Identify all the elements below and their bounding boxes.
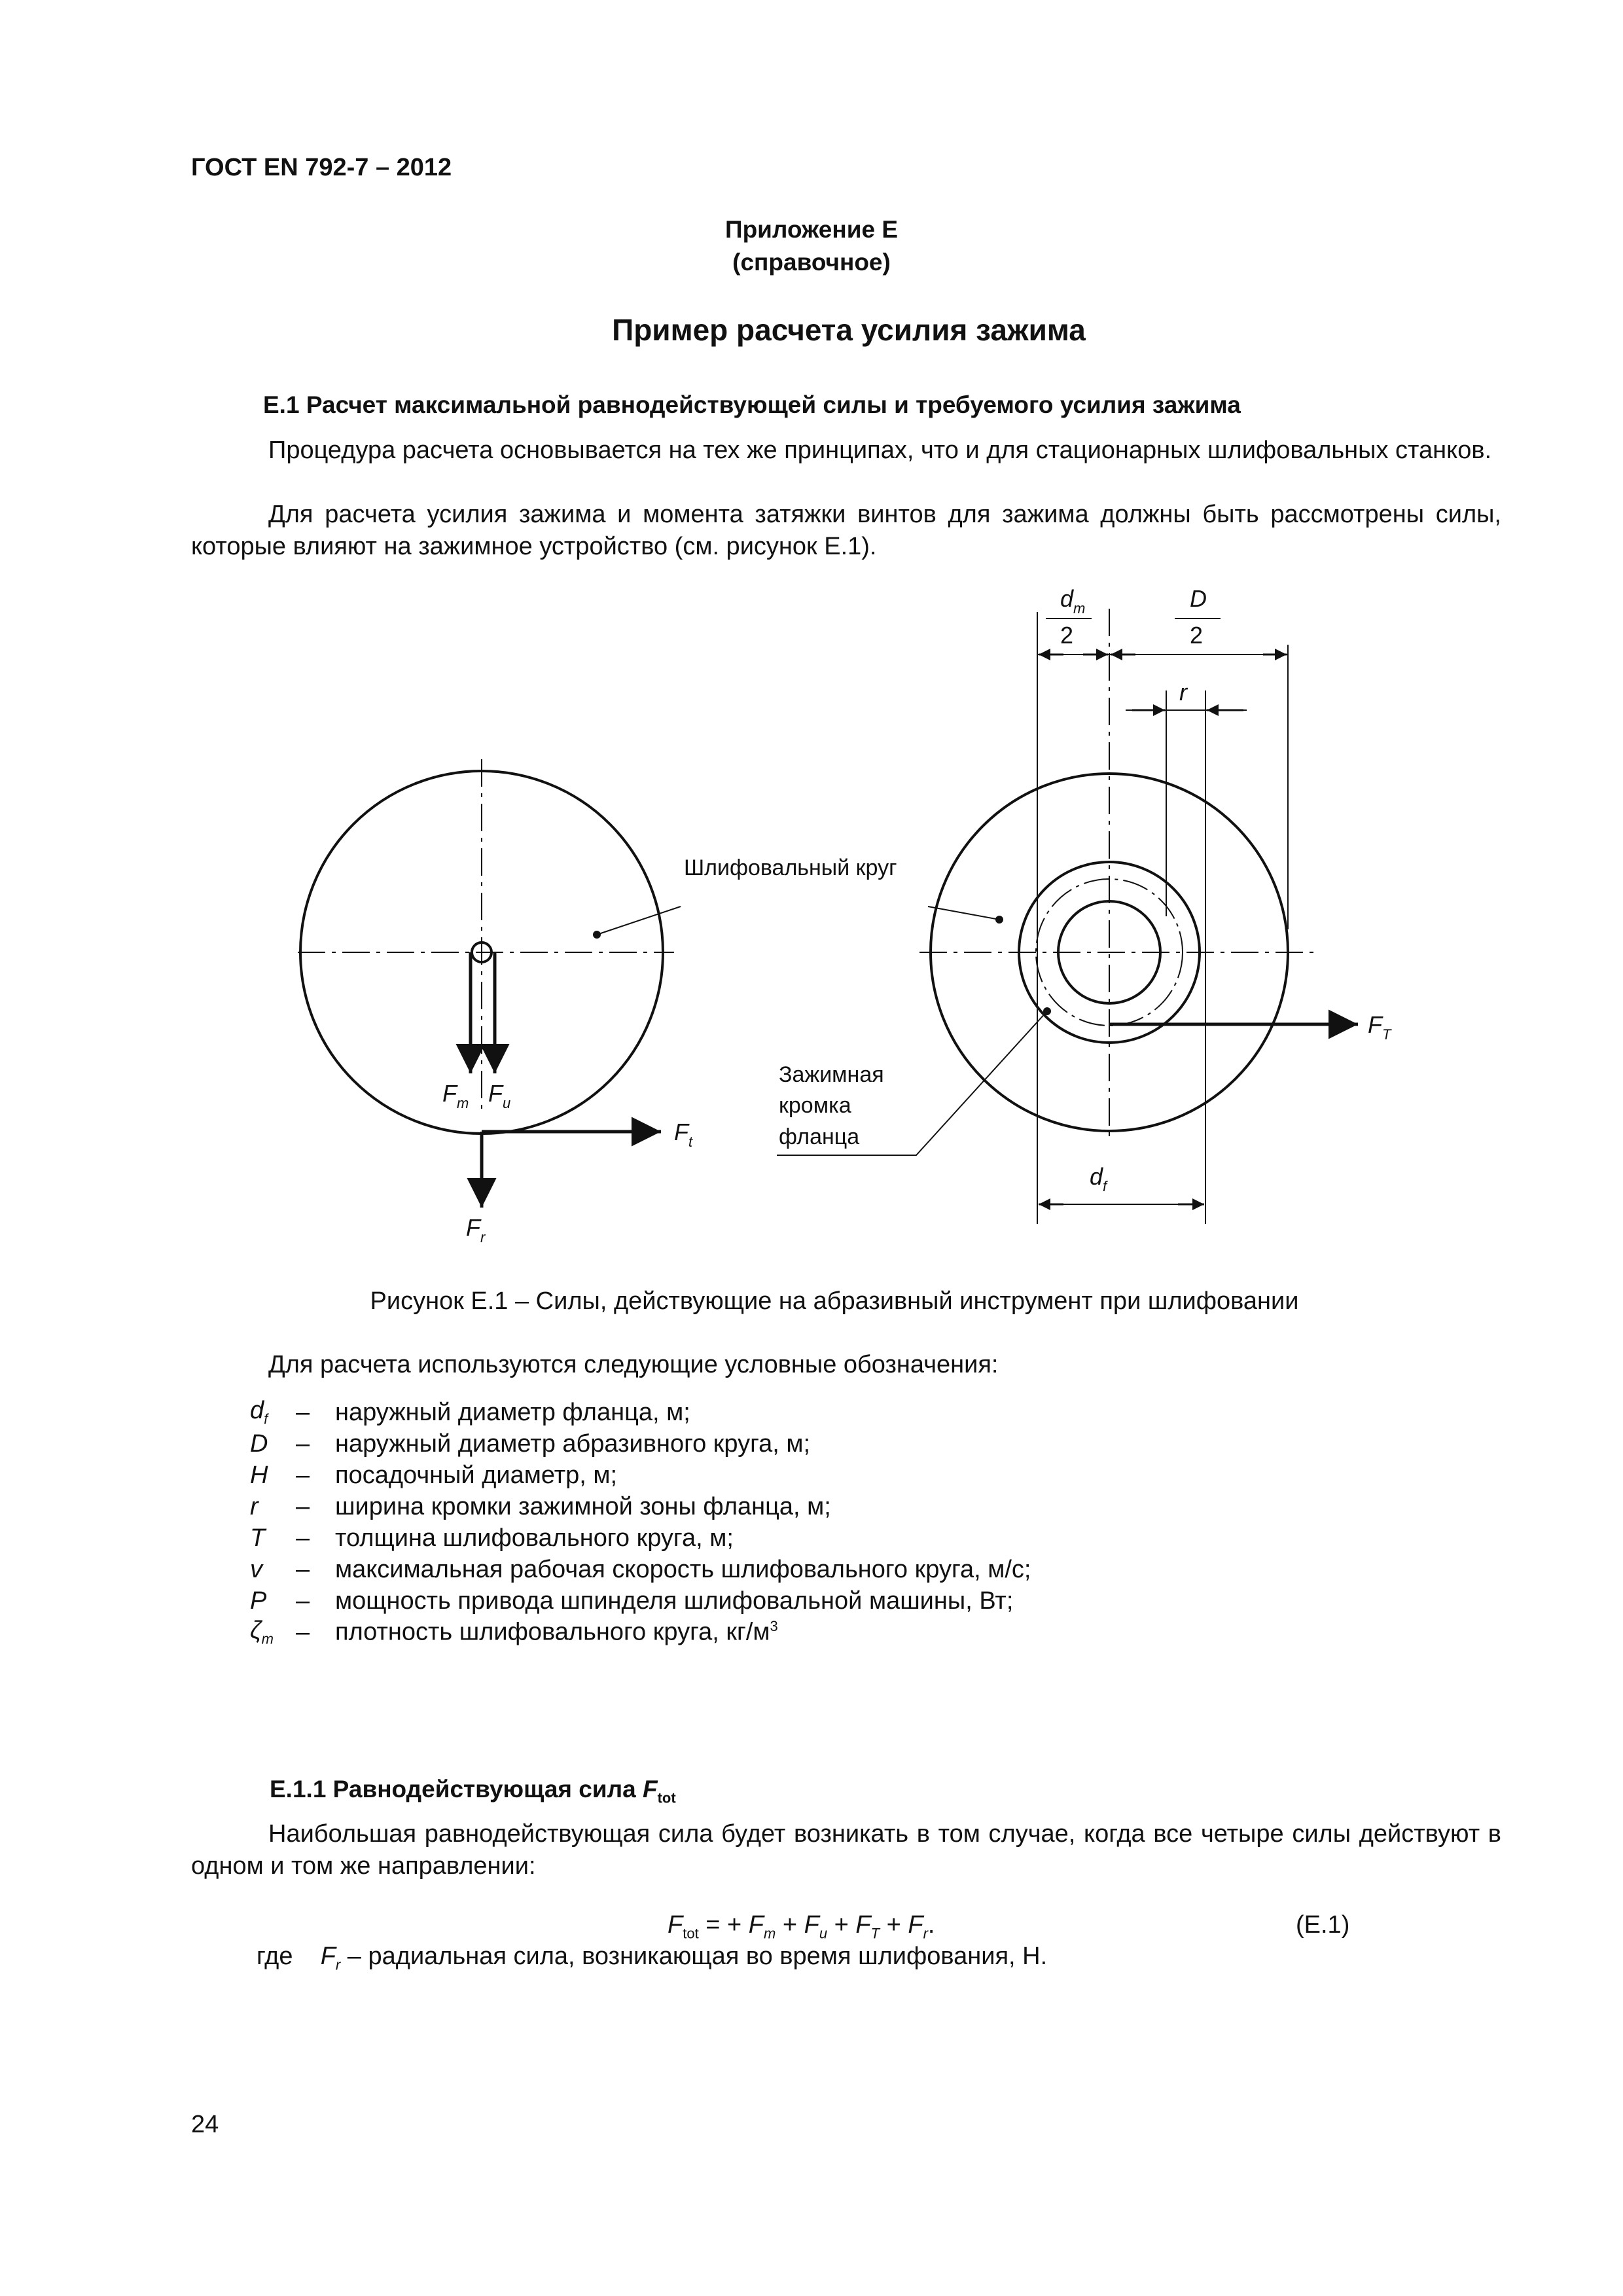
legend-item: $d_f$ – наружный диаметр фланца, м; bbox=[250, 1397, 690, 1427]
svg-text:Fm: $F_m$ bbox=[442, 1080, 469, 1111]
standard-designation: ГОСТ EN 792-7 – 2012 bbox=[191, 154, 452, 181]
page-title: Пример расчета усилия зажима bbox=[612, 313, 1086, 347]
legend-item: H – посадочный диаметр, м; bbox=[250, 1461, 618, 1489]
label-D: D bbox=[1190, 585, 1207, 612]
label-fT: F bbox=[1368, 1011, 1382, 1038]
paragraph-2: Для расчета усилия зажима и момента затяжки винтов для зажима должны быть рассмотрены силы, которые влияют на зажимное устройство (см. рисунок Е.1). bbox=[191, 501, 1501, 560]
legend-intro: Для расчета используются следующие условные обозначения: bbox=[268, 1351, 999, 1378]
legend-item: P – мощность привода шпинделя шлифовальной машины, Вт; bbox=[250, 1587, 1014, 1615]
svg-text:Fr: $F_r$ bbox=[466, 1214, 486, 1246]
label-ft: F bbox=[674, 1119, 688, 1145]
label-clamp-3: фланца bbox=[779, 1124, 860, 1149]
page-number: 24 bbox=[191, 2111, 219, 2138]
formula-where: где $F_r$ – радиальная сила, возникающая во время шлифования, Н. bbox=[257, 1943, 1048, 1973]
label-clamp-2: кромка bbox=[779, 1093, 851, 1118]
leader-wheel-right bbox=[928, 906, 999, 920]
legend-list bbox=[250, 1397, 1031, 1648]
formula-e1: $F_{tot}$ = + $F_m + F_u + F_T + F_r$. bbox=[668, 1911, 935, 1942]
annex-label: Приложение Е bbox=[724, 216, 899, 243]
legend-item: v – максимальная рабочая скорость шлифовального круга, м/с; bbox=[250, 1555, 1031, 1583]
label-df: d bbox=[1090, 1163, 1103, 1190]
label-fm: F bbox=[442, 1080, 457, 1107]
svg-text:Ft: $F_t$ bbox=[674, 1119, 693, 1150]
formula-number: (Е.1) bbox=[1296, 1911, 1350, 1939]
annex-type: (справочное) bbox=[732, 249, 891, 276]
leader-wheel bbox=[597, 906, 681, 935]
label-dm: d bbox=[1060, 585, 1074, 612]
legend-item: D – наружный диаметр абразивного круга, м; bbox=[250, 1429, 811, 1458]
svg-text:Fu: $F_u$ bbox=[488, 1080, 511, 1111]
label-wheel: Шлифовальный круг bbox=[684, 855, 897, 880]
section-heading-e1: Е.1 Расчет максимальной равнодействующей силы и требуемого усилия зажима bbox=[263, 391, 1241, 418]
legend-item: $\zeta_m$ – плотность шлифовального круга, $кг/м^3$ bbox=[250, 1617, 778, 1647]
svg-text:dm: $d_m$ bbox=[1060, 585, 1086, 617]
label-D-den: 2 bbox=[1190, 622, 1204, 649]
label-fu: F bbox=[488, 1080, 503, 1107]
label-r: r bbox=[1179, 679, 1187, 706]
svg-text:FT: $F_T$ bbox=[1368, 1011, 1391, 1043]
paragraph-3: Наибольшая равнодействующая сила будет возникать в том случае, когда все четыре силы действуют в одном и том же направлении: bbox=[191, 1820, 1501, 1880]
svg-text:df: $d_f$ bbox=[1090, 1163, 1107, 1194]
label-dm-den: 2 bbox=[1060, 622, 1074, 649]
figure-caption: Рисунок Е.1 – Силы, действующие на абразивный инструмент при шлифовании bbox=[370, 1287, 1299, 1315]
label-clamp-1: Зажимная bbox=[779, 1062, 884, 1087]
legend-item: T – толщина шлифовального круга, м; bbox=[250, 1524, 734, 1552]
label-fr: F bbox=[466, 1214, 480, 1241]
legend-item: r – ширина кромки зажимной зоны фланца, м; bbox=[250, 1492, 831, 1520]
paragraph-1: Процедура расчета основывается на тех же принципах, что и для стационарных шлифовальных станков. bbox=[268, 437, 1492, 464]
section-heading-e11: Е.1.1 Равнодействующая сила $F_{tot}$ bbox=[270, 1776, 676, 1806]
